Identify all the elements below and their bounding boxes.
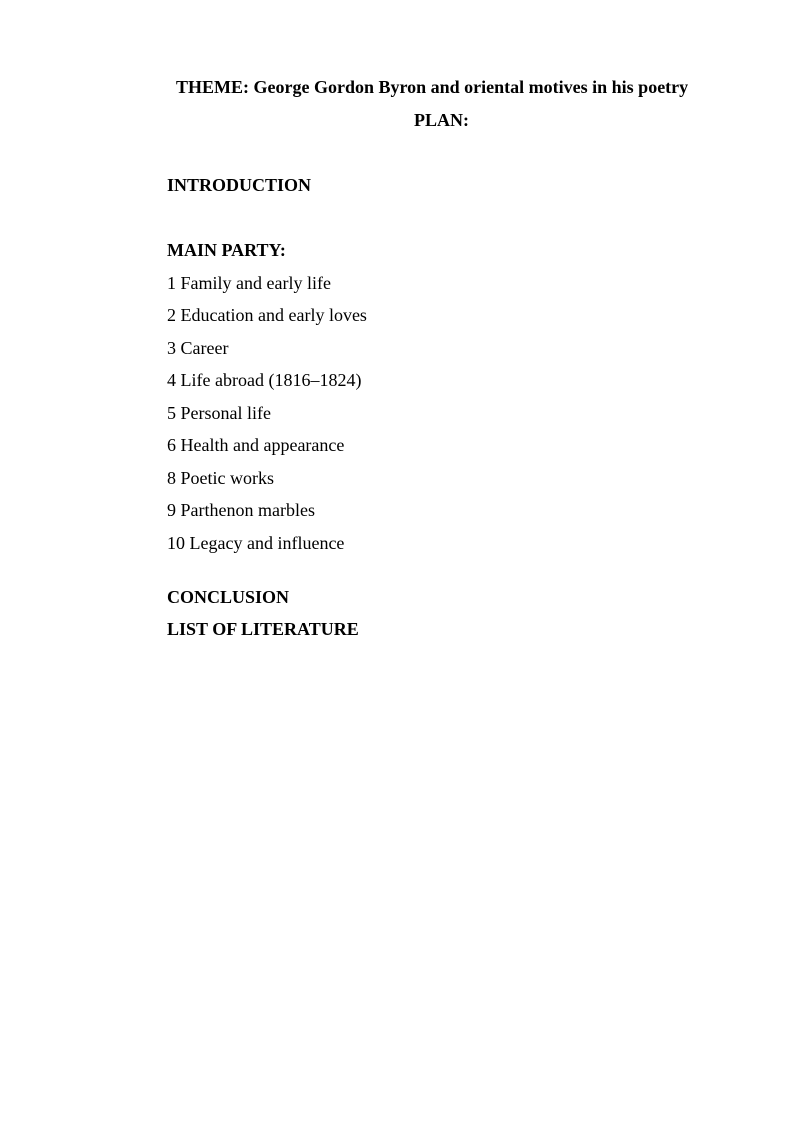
literature-heading: LIST OF LITERATURE <box>167 618 359 639</box>
theme-title: THEME: George Gordon Byron and oriental motives in his poetry <box>176 77 689 97</box>
list-item: 8 Poetic works <box>167 467 274 488</box>
main-party-list <box>167 272 727 554</box>
list-item: 5 Personal life <box>167 402 271 423</box>
main-party-heading: MAIN PARTY: <box>167 240 286 260</box>
list-item: 4 Life abroad (1816–1824) <box>167 370 362 390</box>
list-item: 1 Family and early life <box>167 272 331 293</box>
plan-content <box>167 174 727 640</box>
conclusion-heading: CONCLUSION <box>167 586 290 607</box>
plan-title: PLAN: <box>414 110 469 130</box>
list-item: 2 Education and early loves <box>167 305 367 325</box>
list-item: 9 Parthenon marbles <box>167 500 315 520</box>
list-item: 10 Legacy and influence <box>167 532 345 553</box>
introduction-heading: INTRODUCTION <box>167 175 312 195</box>
list-item: 6 Health and appearance <box>167 435 345 455</box>
list-item: 3 Career <box>167 337 229 358</box>
